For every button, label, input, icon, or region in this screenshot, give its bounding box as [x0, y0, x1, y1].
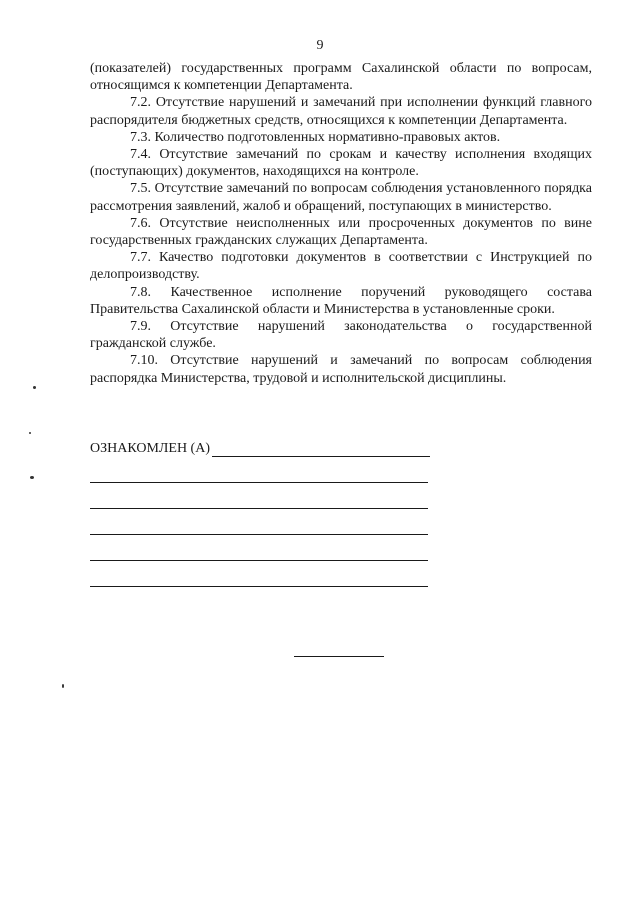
- blank-signature-line-4[interactable]: [90, 560, 428, 561]
- blank-signature-line-2[interactable]: [90, 508, 428, 509]
- page-number: 9: [316, 38, 324, 53]
- paragraph-7-3: 7.3. Количество подготовленных нормативно-правовых актов.: [130, 129, 501, 145]
- blank-signature-line-1[interactable]: [90, 482, 428, 483]
- blank-signature-line-3[interactable]: [90, 534, 428, 535]
- scan-speck: [62, 684, 64, 688]
- signature-line[interactable]: [212, 444, 430, 457]
- paragraph-7-10: 7.10. Отсутствие нарушений и замечаний по вопросам соблюдения распорядка Министерства, трудовой и исполнительской дисциплины.: [90, 353, 592, 386]
- signoff-block: [90, 440, 430, 457]
- signoff-row: [90, 440, 430, 457]
- paragraph-7-9: 7.9. Отсутствие нарушений законодательства о государственной гражданской службе.: [90, 319, 592, 352]
- paragraph-continuation: (показателей) государственных программ Сахалинской области по вопросам, относящимся к компетенции Департамента.: [90, 61, 592, 94]
- scan-speck: [30, 476, 34, 479]
- end-of-document-line: [294, 656, 384, 657]
- scan-speck: [33, 386, 36, 389]
- blank-signature-line-5[interactable]: [90, 586, 428, 587]
- paragraph-7-5: 7.5. Отсутствие замечаний по вопросам соблюдения установленного порядка рассмотрения заявлений, жалоб и обращений, поступающих в министерство.: [90, 181, 592, 214]
- paragraph-7-4: 7.4. Отсутствие замечаний по срокам и качеству исполнения входящих (поступающих) документов, находящихся на контроле.: [90, 147, 592, 180]
- paragraph-7-6: 7.6. Отсутствие неисполненных или просроченных документов по вине государственных гражданских служащих Департамента.: [90, 215, 592, 249]
- paragraph-7-8: 7.8. Качественное исполнение поручений руководящего состава Правительства Сахалинской области и Министерства в установленные сроки.: [90, 284, 592, 317]
- paragraph-7-2: 7.2. Отсутствие нарушений и замечаний при исполнении функций главного распорядителя бюджетных средств, относящихся к компетенции Департамента.: [90, 95, 592, 128]
- paragraph-7-7: 7.7. Качество подготовки документов в соответствии с Инструкцией по делопроизводству.: [90, 250, 592, 283]
- scan-speck: [29, 432, 31, 434]
- body-text: [90, 60, 592, 387]
- signoff-label: ОЗНАКОМЛЕН (А): [90, 441, 210, 456]
